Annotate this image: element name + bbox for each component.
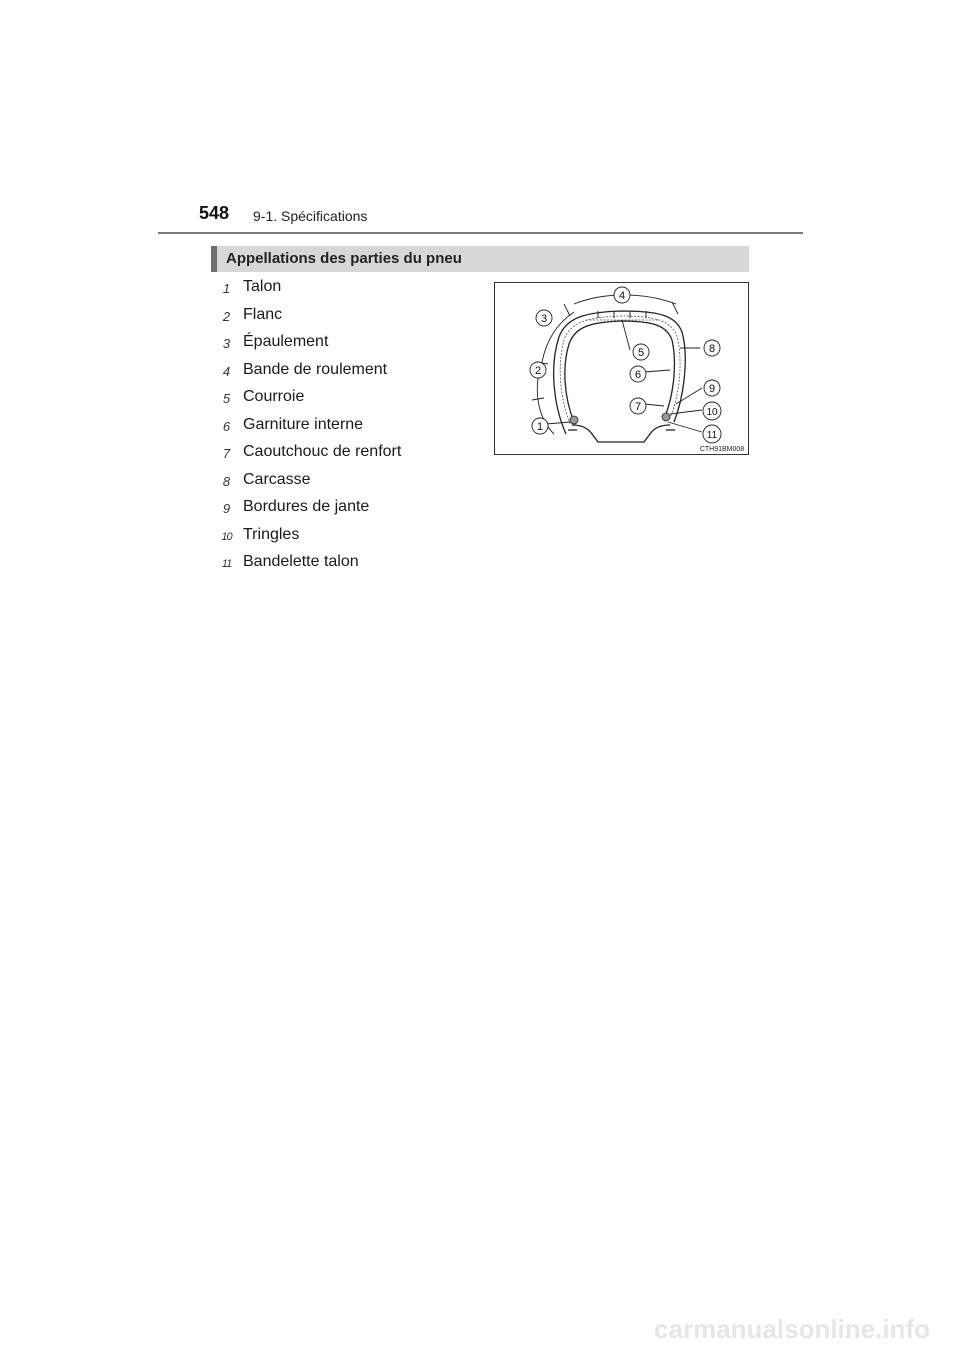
bead-wire-left [570, 416, 578, 424]
item-label: Tringles [243, 525, 300, 543]
callout-4 [614, 287, 630, 303]
callout-3 [536, 310, 552, 326]
item-number: 1 [222, 281, 231, 296]
svg-text:5: 5 [637, 347, 645, 359]
item-label: Courroie [243, 388, 305, 405]
item-label: Talon [243, 278, 282, 295]
item-number: 5 [222, 391, 231, 406]
svg-text:2: 2 [534, 365, 542, 377]
item-number: 4 [222, 363, 231, 379]
callout-6 [630, 366, 646, 382]
bead-wire-right [662, 413, 670, 421]
item-number: 9 [222, 501, 231, 516]
item-number: 7 [222, 446, 231, 461]
callout-7 [630, 398, 646, 414]
svg-text:1: 1 [536, 421, 544, 433]
item-label: Caoutchouc de renfort [243, 443, 402, 460]
svg-text:10: 10 [706, 407, 718, 418]
callout-9 [704, 380, 720, 396]
svg-text:9: 9 [708, 383, 716, 395]
svg-text:7: 7 [634, 401, 642, 413]
svg-text:3: 3 [540, 313, 548, 325]
item-label: Flanc [243, 305, 283, 323]
svg-text:4: 4 [618, 290, 626, 302]
tire-diagram [494, 282, 749, 455]
header-divider [158, 232, 803, 234]
item-label: Garniture interne [243, 415, 364, 433]
section-heading [211, 246, 749, 272]
item-number: 10 [221, 530, 232, 543]
item-number: 3 [222, 336, 231, 351]
svg-text:6: 6 [634, 369, 642, 381]
item-number: 8 [222, 473, 231, 489]
tire-cross-section [494, 282, 749, 455]
item-number: 2 [222, 308, 231, 324]
callout-5 [633, 344, 649, 360]
item-label: Bandelette talon [243, 553, 359, 570]
callout-11 [703, 425, 721, 443]
figure-code: CTH91BM008 [699, 446, 745, 453]
watermark: carmanualsonline.info [654, 1314, 930, 1344]
item-label: Carcasse [243, 470, 311, 488]
item-label: Épaulement [243, 333, 329, 350]
section-title: Appellations des parties du pneu [226, 250, 462, 267]
svg-text:11: 11 [706, 430, 718, 441]
callout-8 [704, 340, 720, 356]
svg-text:8: 8 [708, 343, 716, 355]
chapter-title: 9-1. Spécifications [253, 208, 368, 224]
item-label: Bande de roulement [243, 360, 388, 378]
callout-1 [532, 418, 548, 434]
item-number: 11 [221, 558, 232, 570]
item-label: Bordures de jante [243, 498, 370, 515]
callout-10 [703, 402, 721, 420]
page-number: 548 [199, 203, 230, 223]
callout-2 [530, 362, 546, 378]
item-number: 6 [222, 418, 231, 434]
